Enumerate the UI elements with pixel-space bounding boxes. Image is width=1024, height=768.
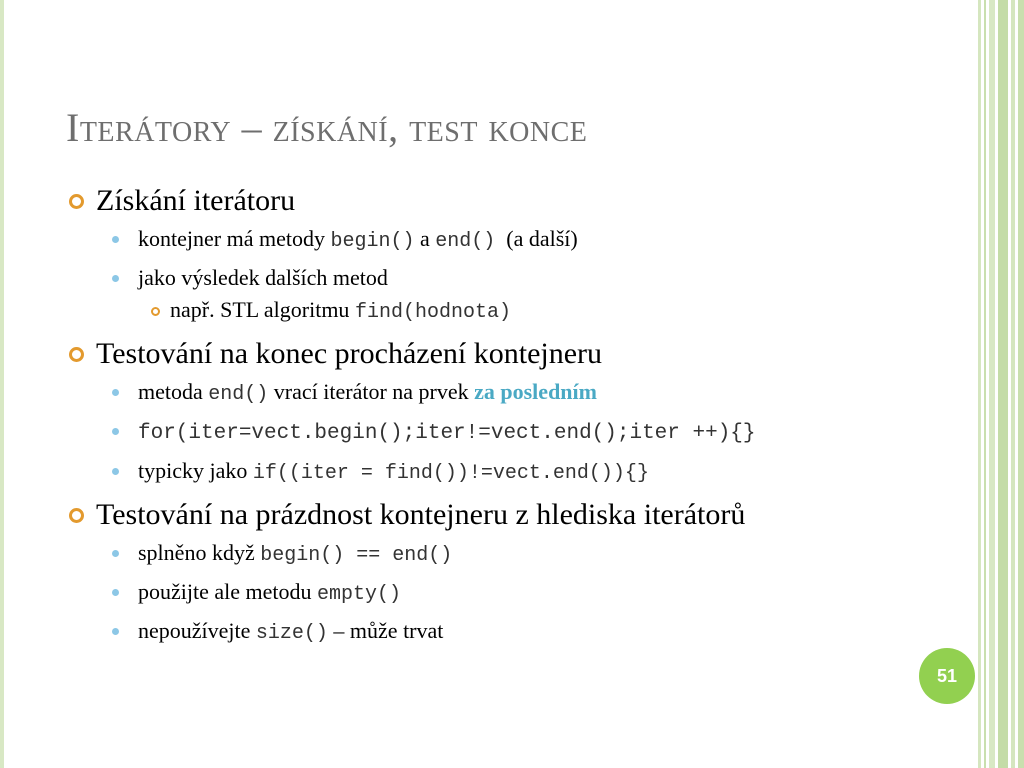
code-span: find(hodnota) [354, 301, 511, 324]
dot-bullet-icon [112, 389, 119, 396]
bullet-level2 [66, 457, 886, 488]
section-heading: Testování na konec procházení kontejneru [96, 337, 603, 370]
bullet-text: (a další) [495, 226, 578, 251]
decor-stripe [978, 0, 981, 768]
bullet-level2 [66, 225, 886, 256]
bullet-text: použijte ale metodu [138, 579, 317, 604]
bullet-text: – může trvat [327, 618, 444, 643]
bullet-text: splněno když [138, 540, 261, 565]
bullet-level1 [66, 337, 886, 370]
code-span: begin() == end() [260, 544, 453, 567]
bullet-level2 [66, 264, 886, 292]
decor-stripe [998, 0, 1008, 768]
dot-bullet-icon [112, 550, 119, 557]
bullet-text: typicky jako [138, 458, 253, 483]
code-span: end() [435, 230, 496, 253]
decor-stripe [989, 0, 995, 768]
code-span: size() [255, 622, 328, 645]
decor-stripe [1018, 0, 1024, 768]
code-span: for(iter=vect.begin();iter!=vect.end();iter ++){} [138, 422, 756, 445]
ring-bullet-icon [69, 194, 84, 209]
dot-bullet-icon [112, 468, 119, 475]
code-span: if((iter = find())!=vect.end()){} [252, 462, 649, 485]
bullet-text: a [414, 226, 436, 251]
bullet-text: vrací iterátor na prvek [268, 379, 475, 404]
dot-bullet-icon [112, 275, 119, 282]
dot-bullet-icon [112, 428, 119, 435]
slide-content [66, 184, 886, 648]
bullet-level2 [66, 417, 886, 449]
dot-bullet-icon [112, 628, 119, 635]
bullet-level1 [66, 498, 886, 531]
section-heading: Získání iterátoru [96, 184, 296, 217]
bullet-level1 [66, 184, 886, 217]
dot-bullet-icon [112, 589, 119, 596]
ring-bullet-icon [69, 508, 84, 523]
slide-title: Iterátory – získání, test konce [66, 105, 588, 150]
decor-stripe [1011, 0, 1015, 768]
code-span: end() [208, 383, 269, 406]
code-span: empty() [317, 583, 402, 606]
bullet-level2 [66, 578, 886, 609]
bullet-text: nepoužívejte [138, 618, 256, 643]
small-ring-bullet-icon [151, 307, 160, 316]
decor-stripe [984, 0, 986, 768]
section-heading: Testování na prázdnost kontejneru z hlediska iterátorů [96, 498, 746, 531]
bullet-text: kontejner má metody [138, 226, 331, 251]
dot-bullet-icon [112, 236, 119, 243]
bullet-level2 [66, 378, 886, 409]
page-number-badge: 51 [919, 648, 975, 704]
ring-bullet-icon [69, 347, 84, 362]
bullet-text: např. STL algoritmu [170, 297, 355, 322]
highlight-text: za posledním [474, 379, 597, 404]
bullet-level3 [66, 296, 886, 327]
bullet-level2 [66, 539, 886, 570]
code-span: begin() [330, 230, 415, 253]
bullet-text: metoda [138, 379, 209, 404]
bullet-text: jako výsledek dalších metod [138, 265, 388, 290]
bullet-level2 [66, 617, 886, 648]
